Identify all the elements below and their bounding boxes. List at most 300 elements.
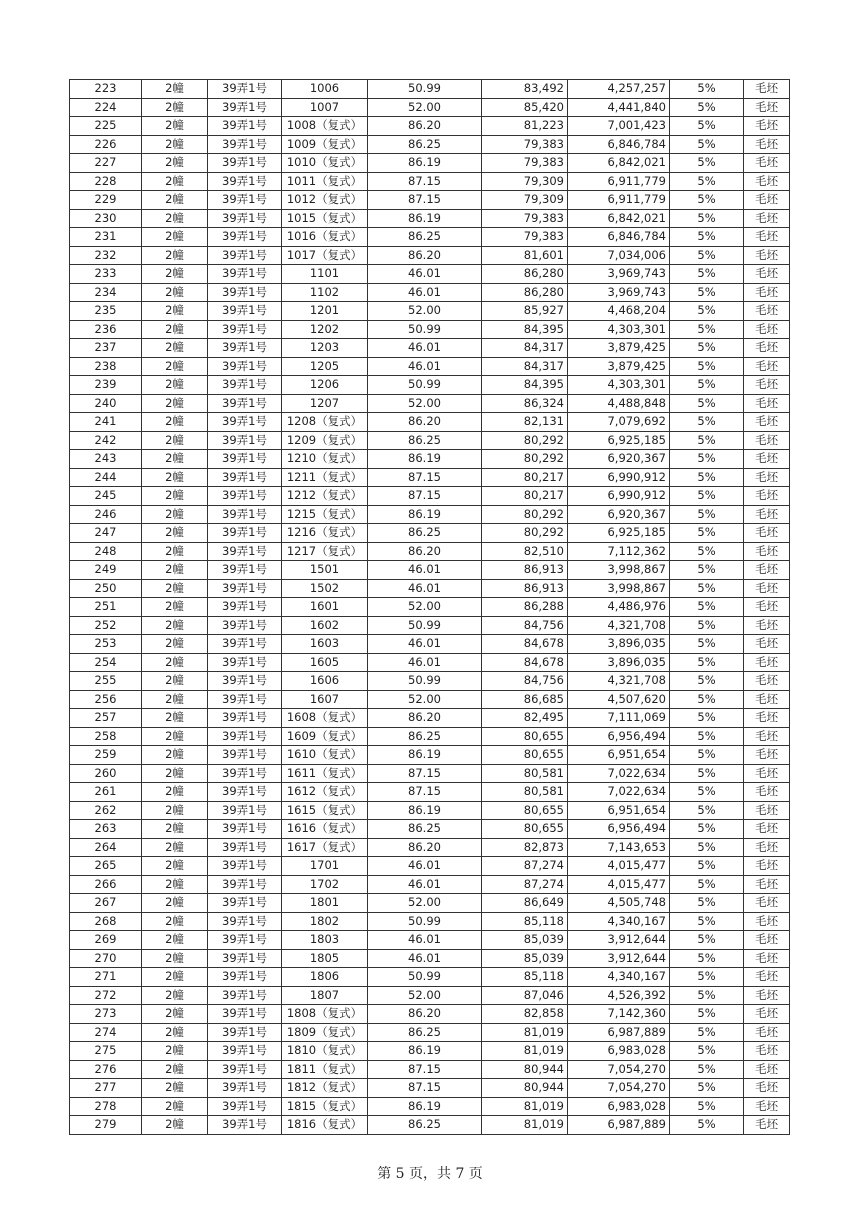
cell-row-index: 249 [70, 561, 142, 580]
cell-building: 2幢 [142, 1079, 208, 1098]
cell-finish-status: 毛坯 [744, 450, 790, 469]
cell-unit-number: 1609（复式） [282, 727, 368, 746]
cell-total-price: 7,054,270 [568, 1079, 670, 1098]
cell-row-index: 246 [70, 505, 142, 524]
cell-row-index: 234 [70, 283, 142, 302]
cell-row-index: 261 [70, 783, 142, 802]
cell-unit-price: 79,309 [482, 191, 568, 210]
cell-area: 87.15 [368, 487, 482, 506]
cell-area: 86.19 [368, 209, 482, 228]
cell-total-price: 6,956,494 [568, 727, 670, 746]
cell-unit-price: 86,913 [482, 579, 568, 598]
cell-address: 39弄1号 [208, 542, 282, 561]
cell-discount: 5% [670, 320, 744, 339]
cell-finish-status: 毛坯 [744, 968, 790, 987]
cell-row-index: 267 [70, 894, 142, 913]
cell-area: 86.20 [368, 1005, 482, 1024]
cell-building: 2幢 [142, 246, 208, 265]
cell-unit-number: 1208（复式） [282, 413, 368, 432]
cell-unit-number: 1806 [282, 968, 368, 987]
cell-unit-price: 84,756 [482, 672, 568, 691]
cell-discount: 5% [670, 376, 744, 395]
cell-building: 2幢 [142, 1060, 208, 1079]
cell-area: 86.19 [368, 746, 482, 765]
cell-unit-price: 80,581 [482, 764, 568, 783]
cell-address: 39弄1号 [208, 1116, 282, 1135]
cell-address: 39弄1号 [208, 986, 282, 1005]
cell-discount: 5% [670, 579, 744, 598]
table-row [70, 579, 790, 598]
cell-row-index: 224 [70, 98, 142, 117]
cell-finish-status: 毛坯 [744, 413, 790, 432]
cell-area: 86.20 [368, 117, 482, 136]
cell-building: 2幢 [142, 505, 208, 524]
cell-building: 2幢 [142, 357, 208, 376]
cell-unit-number: 1808（复式） [282, 1005, 368, 1024]
cell-unit-number: 1203 [282, 339, 368, 358]
table-row [70, 635, 790, 654]
cell-building: 2幢 [142, 209, 208, 228]
cell-unit-number: 1810（复式） [282, 1042, 368, 1061]
cell-area: 86.19 [368, 1042, 482, 1061]
cell-address: 39弄1号 [208, 505, 282, 524]
cell-unit-price: 81,019 [482, 1097, 568, 1116]
cell-area: 46.01 [368, 949, 482, 968]
cell-address: 39弄1号 [208, 635, 282, 654]
cell-building: 2幢 [142, 413, 208, 432]
cell-discount: 5% [670, 431, 744, 450]
cell-finish-status: 毛坯 [744, 357, 790, 376]
cell-finish-status: 毛坯 [744, 172, 790, 191]
table-row [70, 394, 790, 413]
cell-unit-price: 80,292 [482, 431, 568, 450]
table-row [70, 968, 790, 987]
cell-finish-status: 毛坯 [744, 320, 790, 339]
cell-area: 46.01 [368, 653, 482, 672]
cell-building: 2幢 [142, 283, 208, 302]
cell-area: 86.25 [368, 820, 482, 839]
table-row [70, 357, 790, 376]
cell-row-index: 255 [70, 672, 142, 691]
cell-row-index: 237 [70, 339, 142, 358]
cell-unit-number: 1615（复式） [282, 801, 368, 820]
cell-total-price: 6,911,779 [568, 172, 670, 191]
cell-building: 2幢 [142, 98, 208, 117]
cell-row-index: 278 [70, 1097, 142, 1116]
cell-discount: 5% [670, 653, 744, 672]
cell-total-price: 3,969,743 [568, 265, 670, 284]
cell-unit-number: 1809（复式） [282, 1023, 368, 1042]
cell-row-index: 240 [70, 394, 142, 413]
cell-unit-number: 1802 [282, 912, 368, 931]
cell-discount: 5% [670, 302, 744, 321]
cell-unit-price: 80,217 [482, 468, 568, 487]
cell-unit-price: 80,944 [482, 1060, 568, 1079]
cell-building: 2幢 [142, 820, 208, 839]
cell-total-price: 6,846,784 [568, 228, 670, 247]
cell-building: 2幢 [142, 542, 208, 561]
cell-unit-number: 1008（复式） [282, 117, 368, 136]
cell-unit-number: 1217（复式） [282, 542, 368, 561]
cell-finish-status: 毛坯 [744, 80, 790, 99]
cell-area: 46.01 [368, 875, 482, 894]
cell-total-price: 6,983,028 [568, 1042, 670, 1061]
cell-row-index: 251 [70, 598, 142, 617]
table-row [70, 1005, 790, 1024]
cell-area: 87.15 [368, 1060, 482, 1079]
cell-total-price: 6,920,367 [568, 450, 670, 469]
cell-total-price: 4,321,708 [568, 672, 670, 691]
table-row [70, 1060, 790, 1079]
cell-finish-status: 毛坯 [744, 875, 790, 894]
cell-area: 87.15 [368, 783, 482, 802]
cell-address: 39弄1号 [208, 616, 282, 635]
cell-address: 39弄1号 [208, 265, 282, 284]
cell-area: 46.01 [368, 283, 482, 302]
cell-row-index: 250 [70, 579, 142, 598]
cell-row-index: 228 [70, 172, 142, 191]
cell-unit-number: 1501 [282, 561, 368, 580]
cell-unit-number: 1215（复式） [282, 505, 368, 524]
cell-address: 39弄1号 [208, 357, 282, 376]
cell-finish-status: 毛坯 [744, 339, 790, 358]
cell-building: 2幢 [142, 172, 208, 191]
cell-finish-status: 毛坯 [744, 1060, 790, 1079]
cell-total-price: 4,488,848 [568, 394, 670, 413]
cell-address: 39弄1号 [208, 80, 282, 99]
cell-building: 2幢 [142, 1005, 208, 1024]
table-row [70, 801, 790, 820]
cell-building: 2幢 [142, 80, 208, 99]
cell-unit-price: 79,383 [482, 228, 568, 247]
cell-address: 39弄1号 [208, 209, 282, 228]
cell-area: 46.01 [368, 579, 482, 598]
cell-total-price: 7,079,692 [568, 413, 670, 432]
cell-row-index: 269 [70, 931, 142, 950]
cell-address: 39弄1号 [208, 653, 282, 672]
cell-finish-status: 毛坯 [744, 394, 790, 413]
table-row [70, 524, 790, 543]
cell-building: 2幢 [142, 1116, 208, 1135]
table-row [70, 154, 790, 173]
cell-finish-status: 毛坯 [744, 1042, 790, 1061]
cell-unit-price: 84,317 [482, 357, 568, 376]
cell-total-price: 3,912,644 [568, 949, 670, 968]
cell-area: 86.25 [368, 135, 482, 154]
table-row [70, 653, 790, 672]
cell-area: 86.25 [368, 1023, 482, 1042]
cell-row-index: 238 [70, 357, 142, 376]
cell-total-price: 4,015,477 [568, 857, 670, 876]
cell-address: 39弄1号 [208, 875, 282, 894]
cell-unit-number: 1210（复式） [282, 450, 368, 469]
cell-building: 2幢 [142, 524, 208, 543]
cell-unit-number: 1803 [282, 931, 368, 950]
cell-building: 2幢 [142, 727, 208, 746]
cell-unit-price: 86,324 [482, 394, 568, 413]
cell-finish-status: 毛坯 [744, 764, 790, 783]
cell-row-index: 245 [70, 487, 142, 506]
cell-total-price: 7,112,362 [568, 542, 670, 561]
cell-address: 39弄1号 [208, 579, 282, 598]
cell-finish-status: 毛坯 [744, 228, 790, 247]
cell-finish-status: 毛坯 [744, 154, 790, 173]
cell-discount: 5% [670, 709, 744, 728]
cell-finish-status: 毛坯 [744, 302, 790, 321]
cell-address: 39弄1号 [208, 949, 282, 968]
cell-discount: 5% [670, 616, 744, 635]
cell-unit-price: 84,678 [482, 635, 568, 654]
cell-unit-number: 1602 [282, 616, 368, 635]
cell-unit-number: 1812（复式） [282, 1079, 368, 1098]
cell-building: 2幢 [142, 912, 208, 931]
cell-unit-number: 1016（复式） [282, 228, 368, 247]
cell-finish-status: 毛坯 [744, 653, 790, 672]
price-list-table [69, 79, 790, 1135]
cell-row-index: 244 [70, 468, 142, 487]
cell-finish-status: 毛坯 [744, 727, 790, 746]
cell-unit-price: 80,292 [482, 524, 568, 543]
cell-row-index: 239 [70, 376, 142, 395]
cell-building: 2幢 [142, 616, 208, 635]
cell-row-index: 235 [70, 302, 142, 321]
cell-total-price: 3,896,035 [568, 653, 670, 672]
cell-unit-price: 86,649 [482, 894, 568, 913]
cell-unit-price: 79,383 [482, 154, 568, 173]
cell-unit-price: 85,039 [482, 949, 568, 968]
table-row [70, 690, 790, 709]
cell-finish-status: 毛坯 [744, 1116, 790, 1135]
cell-address: 39弄1号 [208, 1079, 282, 1098]
cell-address: 39弄1号 [208, 283, 282, 302]
cell-discount: 5% [670, 135, 744, 154]
cell-row-index: 274 [70, 1023, 142, 1042]
cell-discount: 5% [670, 931, 744, 950]
table-row [70, 1116, 790, 1135]
cell-row-index: 243 [70, 450, 142, 469]
cell-unit-price: 84,395 [482, 376, 568, 395]
table-row [70, 98, 790, 117]
cell-finish-status: 毛坯 [744, 283, 790, 302]
cell-unit-number: 1807 [282, 986, 368, 1005]
cell-finish-status: 毛坯 [744, 616, 790, 635]
cell-area: 50.99 [368, 376, 482, 395]
cell-discount: 5% [670, 339, 744, 358]
table-row [70, 376, 790, 395]
cell-building: 2幢 [142, 709, 208, 728]
cell-finish-status: 毛坯 [744, 505, 790, 524]
cell-area: 86.20 [368, 246, 482, 265]
cell-unit-price: 81,019 [482, 1042, 568, 1061]
cell-row-index: 262 [70, 801, 142, 820]
cell-unit-number: 1702 [282, 875, 368, 894]
cell-area: 52.00 [368, 598, 482, 617]
table-row [70, 986, 790, 1005]
cell-discount: 5% [670, 746, 744, 765]
cell-total-price: 6,911,779 [568, 191, 670, 210]
cell-finish-status: 毛坯 [744, 265, 790, 284]
table-row [70, 727, 790, 746]
cell-row-index: 233 [70, 265, 142, 284]
cell-building: 2幢 [142, 894, 208, 913]
cell-discount: 5% [670, 172, 744, 191]
cell-area: 52.00 [368, 894, 482, 913]
cell-row-index: 231 [70, 228, 142, 247]
table-row [70, 764, 790, 783]
cell-address: 39弄1号 [208, 690, 282, 709]
cell-unit-price: 86,685 [482, 690, 568, 709]
cell-address: 39弄1号 [208, 1060, 282, 1079]
cell-finish-status: 毛坯 [744, 1023, 790, 1042]
cell-total-price: 7,034,006 [568, 246, 670, 265]
cell-finish-status: 毛坯 [744, 561, 790, 580]
cell-row-index: 242 [70, 431, 142, 450]
cell-building: 2幢 [142, 468, 208, 487]
cell-row-index: 253 [70, 635, 142, 654]
table-row [70, 505, 790, 524]
table-row [70, 228, 790, 247]
cell-address: 39弄1号 [208, 468, 282, 487]
cell-row-index: 277 [70, 1079, 142, 1098]
cell-building: 2幢 [142, 1023, 208, 1042]
cell-total-price: 7,111,069 [568, 709, 670, 728]
cell-discount: 5% [670, 1005, 744, 1024]
cell-total-price: 6,990,912 [568, 468, 670, 487]
cell-unit-price: 82,858 [482, 1005, 568, 1024]
table-row [70, 912, 790, 931]
cell-unit-number: 1216（复式） [282, 524, 368, 543]
cell-row-index: 273 [70, 1005, 142, 1024]
cell-area: 50.99 [368, 912, 482, 931]
cell-total-price: 4,526,392 [568, 986, 670, 1005]
cell-building: 2幢 [142, 764, 208, 783]
cell-finish-status: 毛坯 [744, 857, 790, 876]
cell-address: 39弄1号 [208, 561, 282, 580]
cell-unit-number: 1502 [282, 579, 368, 598]
cell-area: 86.25 [368, 727, 482, 746]
cell-unit-price: 80,217 [482, 487, 568, 506]
cell-building: 2幢 [142, 801, 208, 820]
cell-discount: 5% [670, 80, 744, 99]
cell-building: 2幢 [142, 394, 208, 413]
cell-unit-number: 1610（复式） [282, 746, 368, 765]
cell-discount: 5% [670, 598, 744, 617]
cell-discount: 5% [670, 246, 744, 265]
cell-address: 39弄1号 [208, 894, 282, 913]
cell-address: 39弄1号 [208, 246, 282, 265]
cell-discount: 5% [670, 838, 744, 857]
cell-finish-status: 毛坯 [744, 246, 790, 265]
cell-address: 39弄1号 [208, 672, 282, 691]
cell-row-index: 268 [70, 912, 142, 931]
cell-row-index: 256 [70, 690, 142, 709]
cell-address: 39弄1号 [208, 376, 282, 395]
table-row [70, 450, 790, 469]
cell-unit-number: 1801 [282, 894, 368, 913]
table-row [70, 1023, 790, 1042]
cell-address: 39弄1号 [208, 1005, 282, 1024]
cell-discount: 5% [670, 561, 744, 580]
cell-building: 2幢 [142, 690, 208, 709]
page-number-footer: 第 5 页，共 7 页 [377, 1166, 483, 1182]
cell-building: 2幢 [142, 376, 208, 395]
cell-address: 39弄1号 [208, 820, 282, 839]
cell-area: 87.15 [368, 172, 482, 191]
cell-total-price: 6,842,021 [568, 209, 670, 228]
cell-building: 2幢 [142, 154, 208, 173]
cell-discount: 5% [670, 228, 744, 247]
cell-finish-status: 毛坯 [744, 746, 790, 765]
cell-address: 39弄1号 [208, 339, 282, 358]
cell-discount: 5% [670, 542, 744, 561]
cell-unit-number: 1015（复式） [282, 209, 368, 228]
cell-discount: 5% [670, 524, 744, 543]
cell-finish-status: 毛坯 [744, 820, 790, 839]
cell-row-index: 254 [70, 653, 142, 672]
cell-finish-status: 毛坯 [744, 431, 790, 450]
cell-building: 2幢 [142, 672, 208, 691]
cell-total-price: 7,054,270 [568, 1060, 670, 1079]
cell-area: 50.99 [368, 320, 482, 339]
cell-address: 39弄1号 [208, 394, 282, 413]
cell-total-price: 6,951,654 [568, 746, 670, 765]
table-row [70, 1097, 790, 1116]
cell-unit-number: 1606 [282, 672, 368, 691]
cell-area: 50.99 [368, 672, 482, 691]
cell-unit-price: 84,756 [482, 616, 568, 635]
cell-row-index: 248 [70, 542, 142, 561]
cell-finish-status: 毛坯 [744, 949, 790, 968]
table-row [70, 746, 790, 765]
cell-finish-status: 毛坯 [744, 635, 790, 654]
cell-total-price: 3,896,035 [568, 635, 670, 654]
cell-unit-price: 86,288 [482, 598, 568, 617]
cell-area: 87.15 [368, 468, 482, 487]
cell-discount: 5% [670, 265, 744, 284]
cell-discount: 5% [670, 894, 744, 913]
cell-discount: 5% [670, 283, 744, 302]
table-row [70, 302, 790, 321]
cell-finish-status: 毛坯 [744, 117, 790, 136]
cell-building: 2幢 [142, 117, 208, 136]
cell-building: 2幢 [142, 875, 208, 894]
cell-building: 2幢 [142, 949, 208, 968]
cell-address: 39弄1号 [208, 154, 282, 173]
cell-address: 39弄1号 [208, 968, 282, 987]
cell-finish-status: 毛坯 [744, 376, 790, 395]
table-row [70, 542, 790, 561]
cell-unit-price: 79,383 [482, 209, 568, 228]
cell-address: 39弄1号 [208, 172, 282, 191]
cell-unit-number: 1603 [282, 635, 368, 654]
cell-finish-status: 毛坯 [744, 931, 790, 950]
cell-unit-number: 1017（复式） [282, 246, 368, 265]
cell-building: 2幢 [142, 431, 208, 450]
cell-address: 39弄1号 [208, 727, 282, 746]
cell-total-price: 4,441,840 [568, 98, 670, 117]
table-row [70, 487, 790, 506]
cell-unit-number: 1101 [282, 265, 368, 284]
cell-area: 86.19 [368, 801, 482, 820]
cell-building: 2幢 [142, 1042, 208, 1061]
cell-area: 86.25 [368, 228, 482, 247]
cell-unit-number: 1605 [282, 653, 368, 672]
table-row [70, 875, 790, 894]
cell-area: 46.01 [368, 561, 482, 580]
cell-total-price: 6,987,889 [568, 1023, 670, 1042]
cell-area: 86.25 [368, 1116, 482, 1135]
cell-total-price: 7,022,634 [568, 783, 670, 802]
